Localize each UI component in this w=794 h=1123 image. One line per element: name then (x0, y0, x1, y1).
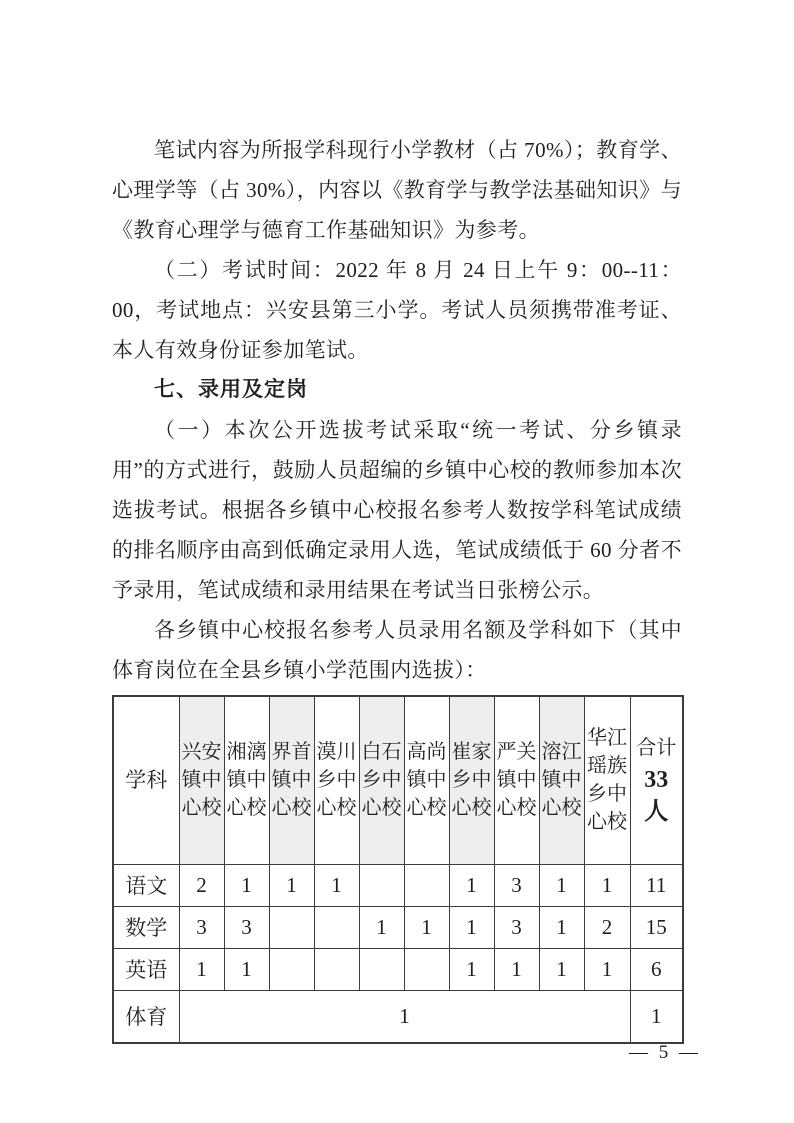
column-header-school-3: 界首镇中心校 (269, 696, 314, 864)
row-total-cell: 11 (630, 864, 683, 906)
row-total-cell: 1 (630, 990, 683, 1043)
section-heading-recruitment: 七、录用及定岗 (154, 378, 308, 401)
subject-cell: 体育 (113, 990, 179, 1043)
quota-cell-r3-c7: 1 (449, 948, 494, 990)
table-header-row (113, 696, 683, 864)
subject-cell: 英语 (113, 948, 179, 990)
subject-row-3 (113, 948, 683, 990)
quota-cell-r1-c1: 2 (179, 864, 224, 906)
total-label: 合计 (636, 737, 677, 760)
page-number: — 5 — (629, 1042, 701, 1063)
quota-cell-r3-c10: 1 (584, 948, 630, 990)
quota-cell-r2-c9: 1 (539, 906, 584, 948)
corner-cell-subject-label: 学科 (113, 696, 179, 864)
column-header-total (630, 696, 683, 864)
subject-cell: 数学 (113, 906, 179, 948)
quota-cell-r1-c10: 1 (584, 864, 630, 906)
quota-cell-r3-c2: 1 (224, 948, 269, 990)
subject-cell: 语文 (113, 864, 179, 906)
quota-cell-r1-c6 (404, 864, 449, 906)
quota-cell-r2-c4 (314, 906, 359, 948)
quota-cell-r3-c4 (314, 948, 359, 990)
sports-row (113, 990, 683, 1043)
column-header-school-9: 溶江镇中心校 (539, 696, 584, 864)
row-total-cell: 15 (630, 906, 683, 948)
quota-cell-r3-c5 (359, 948, 404, 990)
quota-cell-r2-c6: 1 (404, 906, 449, 948)
column-header-school-10: 华江瑶族乡中心校 (584, 696, 630, 864)
quota-cell-r2-c5: 1 (359, 906, 404, 948)
quota-cell-r1-c5 (359, 864, 404, 906)
quota-cell-r2-c3 (269, 906, 314, 948)
sports-merged-quota-cell: 1 (179, 990, 630, 1043)
document-body (112, 130, 682, 1044)
quota-cell-r1-c4: 1 (314, 864, 359, 906)
quota-cell-r2-c8: 3 (494, 906, 539, 948)
recruitment-quota-table (112, 695, 684, 1044)
total-unit: 人 (644, 799, 669, 826)
column-header-school-6: 高尚镇中心校 (404, 696, 449, 864)
quota-cell-r1-c3: 1 (269, 864, 314, 906)
quota-cell-r2-c7: 1 (449, 906, 494, 948)
column-header-school-1: 兴安镇中心校 (179, 696, 224, 864)
subject-row-1 (113, 864, 683, 906)
quota-cell-r3-c1: 1 (179, 948, 224, 990)
quota-cell-r3-c9: 1 (539, 948, 584, 990)
column-header-school-5: 白石乡中心校 (359, 696, 404, 864)
paragraph-selection-method: （一）本次公开选拔考试采取“统一考试、分乡镇录用”的方式进行，鼓励人员超编的乡镇中心校的教师参加本次选拔考试。根据各乡镇中心校报名参考人数按学科笔试成绩的排名顺序由高到低确定录用人选，笔试成绩低于 60 分者不予录用，笔试成绩和录用结果在考试当日张榜公示。 (112, 418, 682, 602)
column-header-school-7: 崔家乡中心校 (449, 696, 494, 864)
quota-cell-r2-c1: 3 (179, 906, 224, 948)
quota-cell-r1-c2: 1 (224, 864, 269, 906)
paragraph-quota-intro: 各乡镇中心校报名参考人员录用名额及学科如下（其中体育岗位在全县乡镇小学范围内选拔）： (112, 618, 682, 682)
column-header-school-4: 漠川乡中心校 (314, 696, 359, 864)
quota-cell-r1-c9: 1 (539, 864, 584, 906)
quota-cell-r3-c8: 1 (494, 948, 539, 990)
quota-cell-r2-c10: 2 (584, 906, 630, 948)
quota-cell-r2-c2: 3 (224, 906, 269, 948)
total-count: 33 (644, 767, 669, 794)
quota-cell-r1-c7: 1 (449, 864, 494, 906)
paragraph-written-test-content: 笔试内容为所报学科现行小学教材（占 70%）；教育学、心理学等（占 30%），内容以《教育学与教学法基础知识》与《教育心理学与德育工作基础知识》为参考。 (112, 138, 682, 242)
paragraph-exam-time-location: （二）考试时间：2022 年 8 月 24 日上午 9：00--11：00，考试地点：兴安县第三小学。考试人员须携带准考证、本人有效身份证参加笔试。 (112, 258, 682, 362)
row-total-cell: 6 (630, 948, 683, 990)
column-header-school-2: 湘漓镇中心校 (224, 696, 269, 864)
quota-cell-r3-c6 (404, 948, 449, 990)
subject-row-2 (113, 906, 683, 948)
quota-cell-r1-c8: 3 (494, 864, 539, 906)
quota-cell-r3-c3 (269, 948, 314, 990)
column-header-school-8: 严关镇中心校 (494, 696, 539, 864)
